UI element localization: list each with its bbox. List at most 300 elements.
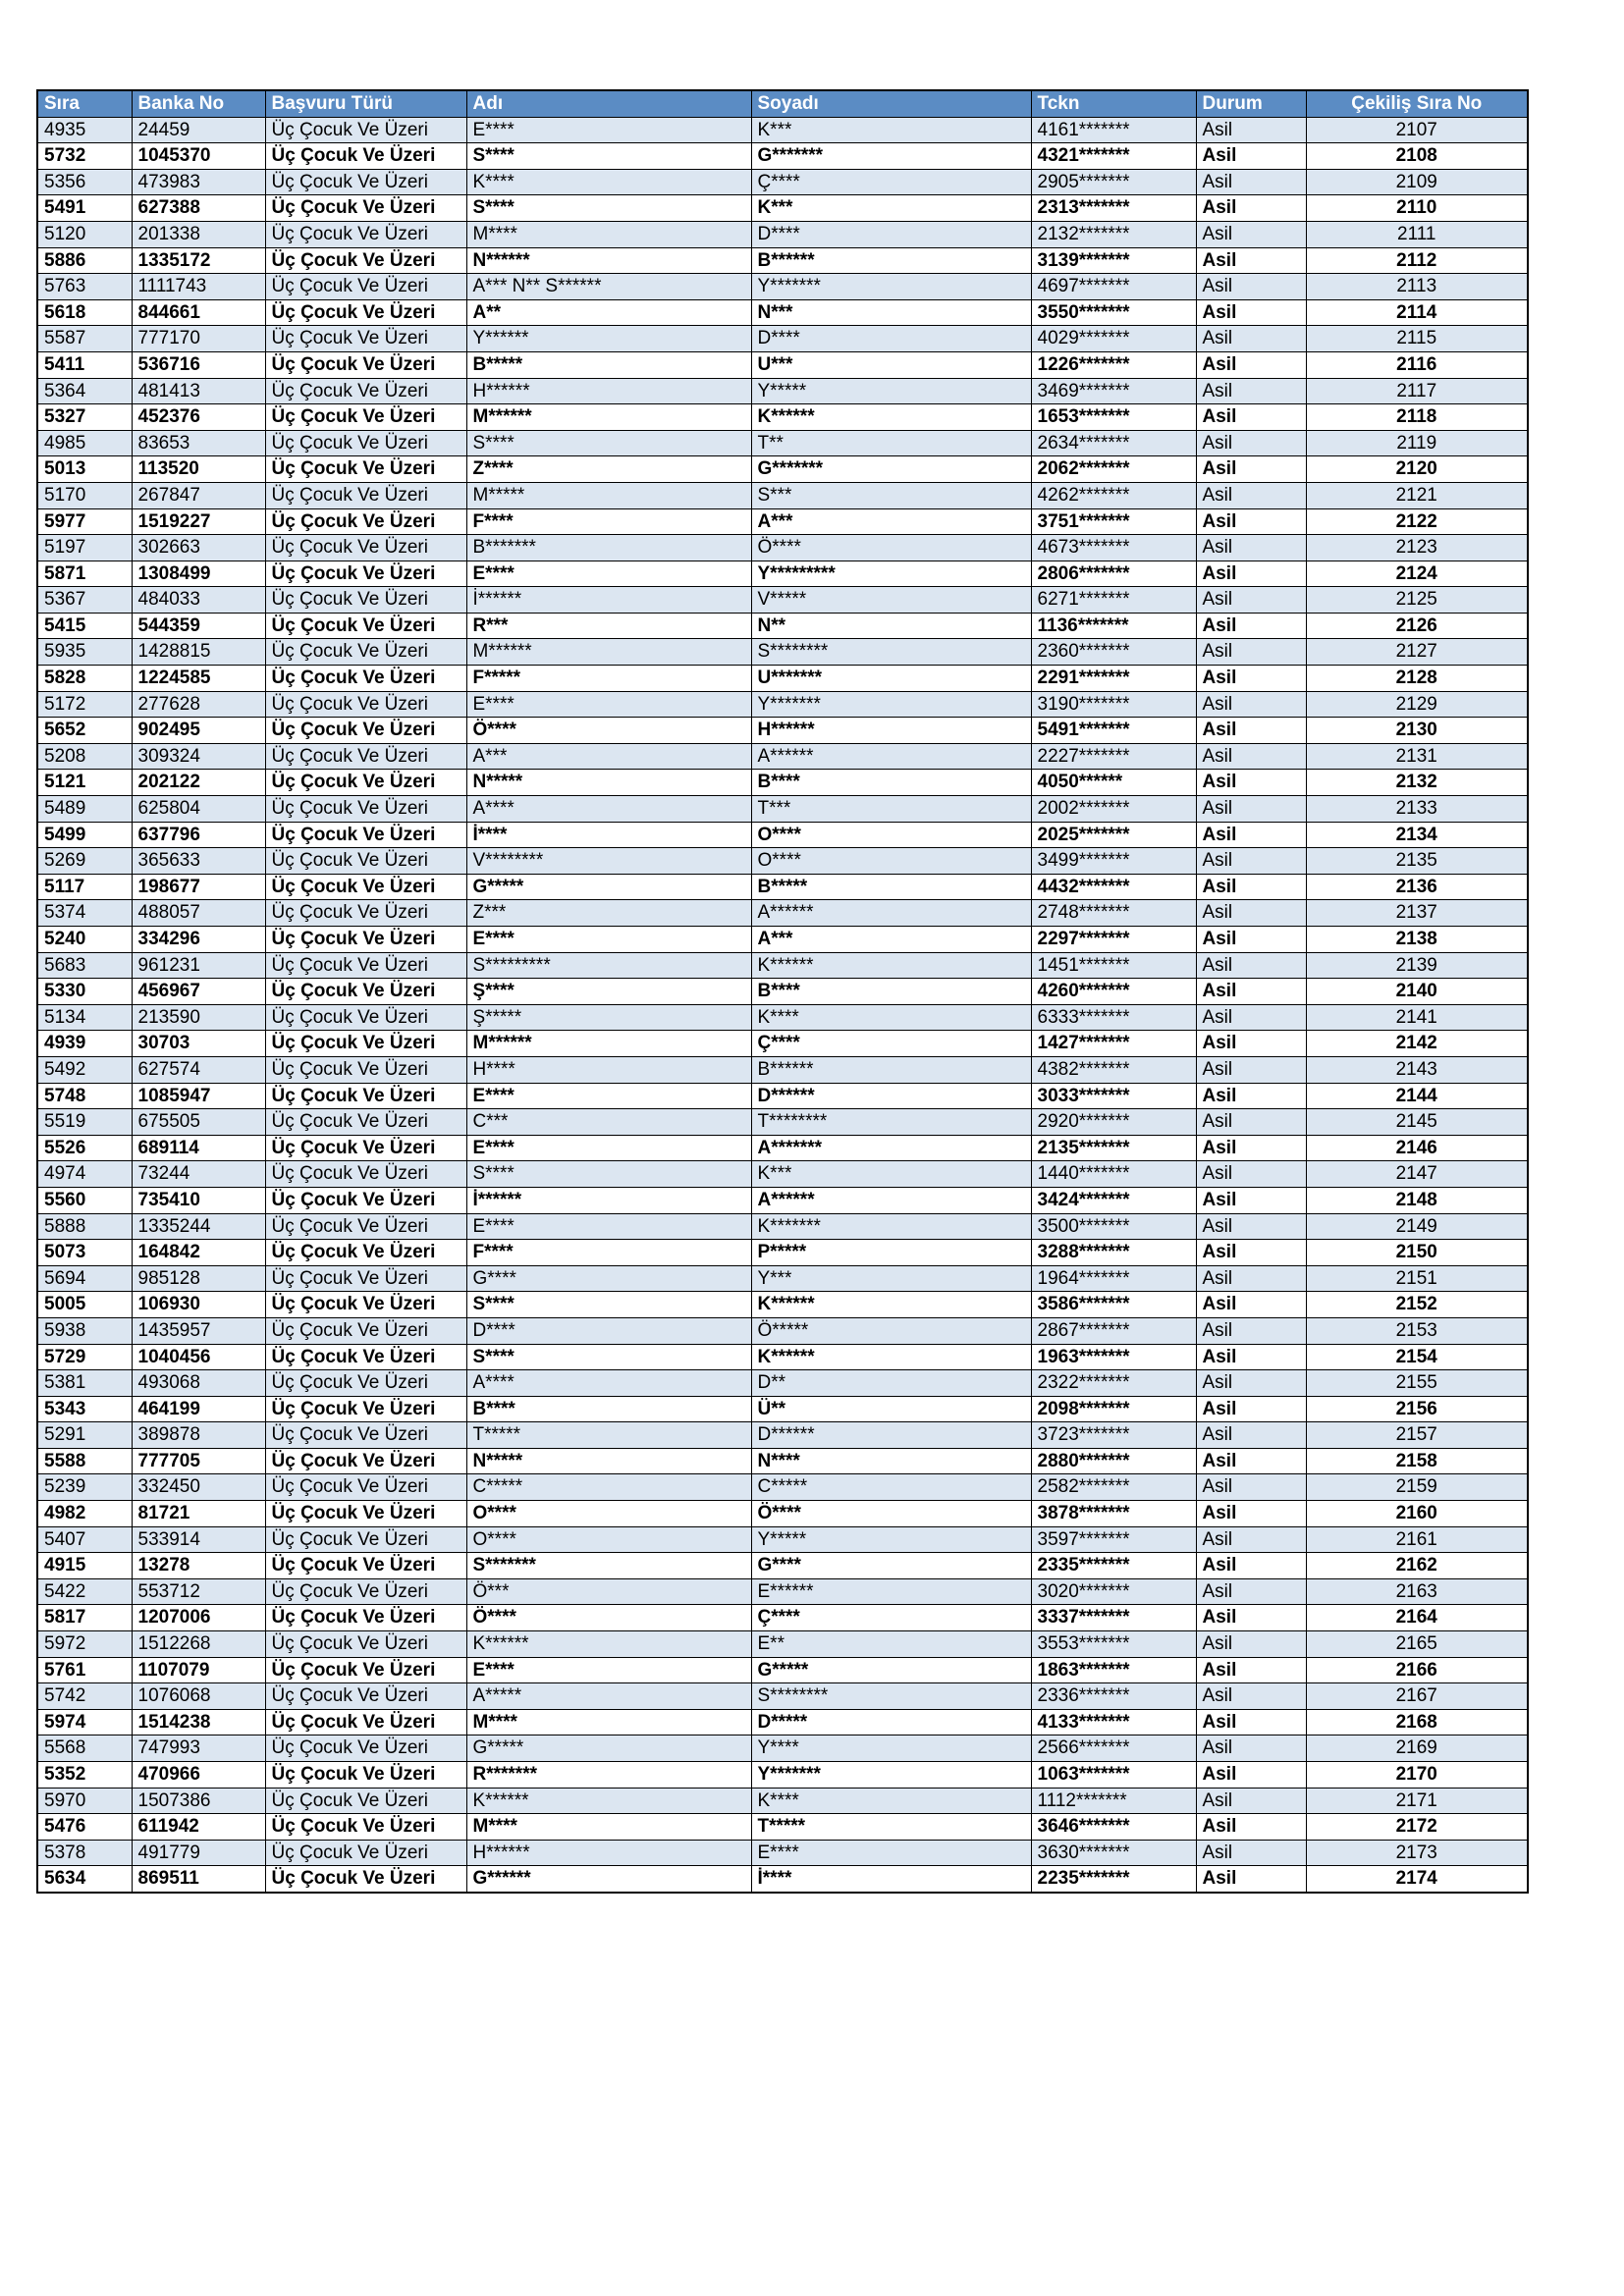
cell-tckn: 1112******* xyxy=(1031,1788,1196,1814)
cell-durum: Asil xyxy=(1196,1657,1306,1683)
cell-adi: K****** xyxy=(466,1788,751,1814)
cell-adi: C*** xyxy=(466,1109,751,1136)
cell-tckn: 3630******* xyxy=(1031,1840,1196,1866)
cell-basvuru: Üç Çocuk Ve Üzeri xyxy=(265,1213,466,1240)
cell-basvuru: Üç Çocuk Ve Üzeri xyxy=(265,508,466,535)
cell-sira: 5411 xyxy=(37,351,132,378)
column-header-basvuru-turu: Başvuru Türü xyxy=(265,90,466,117)
cell-basvuru: Üç Çocuk Ve Üzeri xyxy=(265,1344,466,1370)
cell-durum: Asil xyxy=(1196,1501,1306,1527)
cell-soyadi: T******** xyxy=(751,1109,1031,1136)
cell-sira: 4982 xyxy=(37,1501,132,1527)
cell-soyadi: K****** xyxy=(751,1292,1031,1318)
cell-cekilis: 2109 xyxy=(1306,169,1528,195)
cell-banka: 553712 xyxy=(132,1578,265,1605)
cell-durum: Asil xyxy=(1196,1187,1306,1213)
cell-durum: Asil xyxy=(1196,1240,1306,1266)
cell-sira: 5134 xyxy=(37,1004,132,1031)
cell-adi: H**** xyxy=(466,1056,751,1083)
cell-basvuru: Üç Çocuk Ve Üzeri xyxy=(265,482,466,508)
cell-cekilis: 2153 xyxy=(1306,1317,1528,1344)
cell-sira: 5356 xyxy=(37,169,132,195)
cell-durum: Asil xyxy=(1196,900,1306,927)
cell-soyadi: K****** xyxy=(751,404,1031,431)
cell-durum: Asil xyxy=(1196,1578,1306,1605)
cell-sira: 5729 xyxy=(37,1344,132,1370)
cell-sira: 5343 xyxy=(37,1396,132,1422)
cell-basvuru: Üç Çocuk Ve Üzeri xyxy=(265,613,466,639)
table-row xyxy=(37,1161,1528,1188)
cell-sira: 5828 xyxy=(37,666,132,692)
cell-soyadi: A****** xyxy=(751,1187,1031,1213)
cell-adi: G**** xyxy=(466,1265,751,1292)
cell-tckn: 3033******* xyxy=(1031,1083,1196,1109)
cell-durum: Asil xyxy=(1196,1840,1306,1866)
cell-soyadi: N**** xyxy=(751,1448,1031,1474)
cell-durum: Asil xyxy=(1196,691,1306,718)
cell-durum: Asil xyxy=(1196,718,1306,744)
cell-cekilis: 2133 xyxy=(1306,796,1528,823)
cell-banka: 844661 xyxy=(132,299,265,326)
cell-durum: Asil xyxy=(1196,952,1306,979)
cell-durum: Asil xyxy=(1196,561,1306,587)
cell-banka: 1335172 xyxy=(132,247,265,274)
cell-tckn: 3020******* xyxy=(1031,1578,1196,1605)
cell-tckn: 1451******* xyxy=(1031,952,1196,979)
cell-basvuru: Üç Çocuk Ve Üzeri xyxy=(265,1292,466,1318)
cell-adi: İ**** xyxy=(466,822,751,848)
cell-sira: 5763 xyxy=(37,274,132,300)
cell-tckn: 3550******* xyxy=(1031,299,1196,326)
cell-tckn: 2880******* xyxy=(1031,1448,1196,1474)
cell-soyadi: T*** xyxy=(751,796,1031,823)
cell-durum: Asil xyxy=(1196,195,1306,222)
cell-cekilis: 2124 xyxy=(1306,561,1528,587)
cell-sira: 4974 xyxy=(37,1161,132,1188)
table-row xyxy=(37,326,1528,352)
cell-soyadi: K****** xyxy=(751,1344,1031,1370)
cell-soyadi: S*** xyxy=(751,482,1031,508)
cell-adi: K****** xyxy=(466,1631,751,1658)
cell-sira: 5005 xyxy=(37,1292,132,1318)
cell-durum: Asil xyxy=(1196,1866,1306,1893)
cell-tckn: 2336******* xyxy=(1031,1683,1196,1710)
cell-cekilis: 2154 xyxy=(1306,1344,1528,1370)
cell-basvuru: Üç Çocuk Ve Üzeri xyxy=(265,1553,466,1579)
table-row xyxy=(37,561,1528,587)
cell-basvuru: Üç Çocuk Ve Üzeri xyxy=(265,1135,466,1161)
column-header-soyadi: Soyadı xyxy=(751,90,1031,117)
cell-tckn: 3424******* xyxy=(1031,1187,1196,1213)
cell-tckn: 3499******* xyxy=(1031,848,1196,875)
cell-cekilis: 2170 xyxy=(1306,1762,1528,1789)
cell-tckn: 2920******* xyxy=(1031,1109,1196,1136)
table-row xyxy=(37,1187,1528,1213)
table-row xyxy=(37,508,1528,535)
cell-basvuru: Üç Çocuk Ve Üzeri xyxy=(265,874,466,900)
cell-durum: Asil xyxy=(1196,1213,1306,1240)
cell-durum: Asil xyxy=(1196,1317,1306,1344)
cell-banka: 334296 xyxy=(132,927,265,953)
cell-sira: 5269 xyxy=(37,848,132,875)
cell-adi: Ö**** xyxy=(466,1605,751,1631)
cell-durum: Asil xyxy=(1196,979,1306,1005)
cell-banka: 1512268 xyxy=(132,1631,265,1658)
cell-banka: 747993 xyxy=(132,1735,265,1762)
cell-banka: 1335244 xyxy=(132,1213,265,1240)
cell-tckn: 2291******* xyxy=(1031,666,1196,692)
table-row xyxy=(37,299,1528,326)
cell-soyadi: Y******* xyxy=(751,274,1031,300)
cell-banka: 302663 xyxy=(132,535,265,561)
cell-adi: A**** xyxy=(466,796,751,823)
cell-basvuru: Üç Çocuk Ve Üzeri xyxy=(265,195,466,222)
cell-tckn: 3337******* xyxy=(1031,1605,1196,1631)
cell-banka: 735410 xyxy=(132,1187,265,1213)
cell-cekilis: 2142 xyxy=(1306,1031,1528,1057)
cell-banka: 73244 xyxy=(132,1161,265,1188)
cell-adi: G***** xyxy=(466,874,751,900)
cell-sira: 5291 xyxy=(37,1422,132,1449)
cell-banka: 13278 xyxy=(132,1553,265,1579)
cell-cekilis: 2119 xyxy=(1306,430,1528,456)
cell-cekilis: 2118 xyxy=(1306,404,1528,431)
cell-basvuru: Üç Çocuk Ve Üzeri xyxy=(265,221,466,247)
cell-adi: S********* xyxy=(466,952,751,979)
cell-basvuru: Üç Çocuk Ve Üzeri xyxy=(265,1083,466,1109)
cell-cekilis: 2121 xyxy=(1306,482,1528,508)
cell-soyadi: O**** xyxy=(751,822,1031,848)
cell-adi: S**** xyxy=(466,1292,751,1318)
cell-tckn: 3139******* xyxy=(1031,247,1196,274)
cell-adi: M**** xyxy=(466,1814,751,1841)
cell-sira: 4915 xyxy=(37,1553,132,1579)
cell-soyadi: Y***** xyxy=(751,378,1031,404)
cell-sira: 5761 xyxy=(37,1657,132,1683)
cell-soyadi: U******* xyxy=(751,666,1031,692)
cell-cekilis: 2167 xyxy=(1306,1683,1528,1710)
table-row xyxy=(37,1396,1528,1422)
cell-soyadi: U*** xyxy=(751,351,1031,378)
cell-soyadi: Ç**** xyxy=(751,1605,1031,1631)
cell-soyadi: A*** xyxy=(751,927,1031,953)
cell-soyadi: D**** xyxy=(751,221,1031,247)
table-row xyxy=(37,1814,1528,1841)
table-row xyxy=(37,666,1528,692)
cell-cekilis: 2135 xyxy=(1306,848,1528,875)
table-row xyxy=(37,1292,1528,1318)
cell-banka: 456967 xyxy=(132,979,265,1005)
cell-adi: M**** xyxy=(466,221,751,247)
cell-cekilis: 2165 xyxy=(1306,1631,1528,1658)
table-row xyxy=(37,639,1528,666)
cell-basvuru: Üç Çocuk Ve Üzeri xyxy=(265,274,466,300)
cell-banka: 452376 xyxy=(132,404,265,431)
table-row xyxy=(37,1448,1528,1474)
cell-tckn: 2322******* xyxy=(1031,1370,1196,1397)
column-header-sira: Sıra xyxy=(37,90,132,117)
cell-banka: 202122 xyxy=(132,770,265,796)
cell-sira: 5732 xyxy=(37,143,132,170)
cell-cekilis: 2132 xyxy=(1306,770,1528,796)
cell-sira: 5972 xyxy=(37,1631,132,1658)
cell-cekilis: 2117 xyxy=(1306,378,1528,404)
table-body xyxy=(37,117,1528,1893)
cell-soyadi: A******* xyxy=(751,1135,1031,1161)
cell-banka: 985128 xyxy=(132,1265,265,1292)
cell-sira: 5407 xyxy=(37,1526,132,1553)
cell-cekilis: 2131 xyxy=(1306,743,1528,770)
cell-soyadi: K**** xyxy=(751,1004,1031,1031)
cell-durum: Asil xyxy=(1196,1083,1306,1109)
cell-sira: 5652 xyxy=(37,718,132,744)
table-row xyxy=(37,587,1528,614)
cell-adi: G****** xyxy=(466,1866,751,1893)
cell-cekilis: 2134 xyxy=(1306,822,1528,848)
cell-cekilis: 2143 xyxy=(1306,1056,1528,1083)
cell-tckn: 1440******* xyxy=(1031,1161,1196,1188)
cell-sira: 5519 xyxy=(37,1109,132,1136)
cell-basvuru: Üç Çocuk Ve Üzeri xyxy=(265,1031,466,1057)
table-row xyxy=(37,718,1528,744)
cell-basvuru: Üç Çocuk Ve Üzeri xyxy=(265,351,466,378)
cell-banka: 473983 xyxy=(132,169,265,195)
cell-tckn: 1427******* xyxy=(1031,1031,1196,1057)
cell-soyadi: S******** xyxy=(751,639,1031,666)
cell-adi: Ö*** xyxy=(466,1578,751,1605)
table-row xyxy=(37,874,1528,900)
cell-sira: 5239 xyxy=(37,1474,132,1501)
cell-banka: 470966 xyxy=(132,1762,265,1789)
cell-basvuru: Üç Çocuk Ve Üzeri xyxy=(265,691,466,718)
cell-banka: 1076068 xyxy=(132,1683,265,1710)
table-row xyxy=(37,1735,1528,1762)
cell-basvuru: Üç Çocuk Ve Üzeri xyxy=(265,535,466,561)
cell-banka: 637796 xyxy=(132,822,265,848)
cell-banka: 1107079 xyxy=(132,1657,265,1683)
cell-tckn: 6333******* xyxy=(1031,1004,1196,1031)
cell-basvuru: Üç Çocuk Ve Üzeri xyxy=(265,143,466,170)
cell-adi: M***** xyxy=(466,482,751,508)
cell-cekilis: 2160 xyxy=(1306,1501,1528,1527)
table-row xyxy=(37,1631,1528,1658)
cell-soyadi: A****** xyxy=(751,743,1031,770)
cell-soyadi: K*** xyxy=(751,1161,1031,1188)
cell-soyadi: Ç**** xyxy=(751,169,1031,195)
cell-basvuru: Üç Çocuk Ve Üzeri xyxy=(265,1317,466,1344)
cell-durum: Asil xyxy=(1196,874,1306,900)
cell-durum: Asil xyxy=(1196,1448,1306,1474)
cell-adi: E**** xyxy=(466,927,751,953)
cell-durum: Asil xyxy=(1196,299,1306,326)
cell-basvuru: Üç Çocuk Ve Üzeri xyxy=(265,1605,466,1631)
cell-banka: 113520 xyxy=(132,456,265,483)
cell-durum: Asil xyxy=(1196,326,1306,352)
cell-tckn: 4432******* xyxy=(1031,874,1196,900)
cell-sira: 5208 xyxy=(37,743,132,770)
cell-basvuru: Üç Çocuk Ve Üzeri xyxy=(265,1422,466,1449)
cell-banka: 1207006 xyxy=(132,1605,265,1631)
cell-basvuru: Üç Çocuk Ve Üzeri xyxy=(265,404,466,431)
cell-adi: D**** xyxy=(466,1317,751,1344)
cell-cekilis: 2169 xyxy=(1306,1735,1528,1762)
cell-soyadi: D***** xyxy=(751,1709,1031,1735)
cell-adi: T***** xyxy=(466,1422,751,1449)
cell-adi: C***** xyxy=(466,1474,751,1501)
cell-sira: 4935 xyxy=(37,117,132,143)
cell-adi: S**** xyxy=(466,430,751,456)
cell-durum: Asil xyxy=(1196,613,1306,639)
cell-basvuru: Üç Çocuk Ve Üzeri xyxy=(265,639,466,666)
cell-durum: Asil xyxy=(1196,587,1306,614)
cell-banka: 627388 xyxy=(132,195,265,222)
cell-banka: 81721 xyxy=(132,1501,265,1527)
cell-adi: E**** xyxy=(466,1213,751,1240)
cell-sira: 5117 xyxy=(37,874,132,900)
cell-tckn: 2025******* xyxy=(1031,822,1196,848)
cell-basvuru: Üç Çocuk Ve Üzeri xyxy=(265,378,466,404)
cell-cekilis: 2164 xyxy=(1306,1605,1528,1631)
cell-basvuru: Üç Çocuk Ve Üzeri xyxy=(265,1187,466,1213)
cell-tckn: 2566******* xyxy=(1031,1735,1196,1762)
cell-durum: Asil xyxy=(1196,796,1306,823)
cell-soyadi: S******** xyxy=(751,1683,1031,1710)
cell-cekilis: 2172 xyxy=(1306,1814,1528,1841)
cell-durum: Asil xyxy=(1196,143,1306,170)
cell-banka: 30703 xyxy=(132,1031,265,1057)
cell-durum: Asil xyxy=(1196,1031,1306,1057)
cell-soyadi: E****** xyxy=(751,1578,1031,1605)
cell-sira: 5634 xyxy=(37,1866,132,1893)
cell-cekilis: 2159 xyxy=(1306,1474,1528,1501)
cell-tckn: 2360******* xyxy=(1031,639,1196,666)
cell-durum: Asil xyxy=(1196,770,1306,796)
table-row xyxy=(37,743,1528,770)
cell-sira: 5977 xyxy=(37,508,132,535)
cell-tckn: 4382******* xyxy=(1031,1056,1196,1083)
cell-adi: F***** xyxy=(466,666,751,692)
table-row xyxy=(37,247,1528,274)
cell-soyadi: B****** xyxy=(751,1056,1031,1083)
cell-sira: 5499 xyxy=(37,822,132,848)
cell-durum: Asil xyxy=(1196,927,1306,953)
cell-banka: 1507386 xyxy=(132,1788,265,1814)
table-row xyxy=(37,927,1528,953)
cell-sira: 5476 xyxy=(37,1814,132,1841)
cell-basvuru: Üç Çocuk Ve Üzeri xyxy=(265,456,466,483)
cell-tckn: 3553******* xyxy=(1031,1631,1196,1658)
cell-sira: 5694 xyxy=(37,1265,132,1292)
cell-banka: 1224585 xyxy=(132,666,265,692)
cell-basvuru: Üç Çocuk Ve Üzeri xyxy=(265,1631,466,1658)
cell-banka: 1085947 xyxy=(132,1083,265,1109)
cell-adi: O**** xyxy=(466,1501,751,1527)
cell-durum: Asil xyxy=(1196,1004,1306,1031)
cell-cekilis: 2174 xyxy=(1306,1866,1528,1893)
table-row xyxy=(37,1474,1528,1501)
cell-basvuru: Üç Çocuk Ve Üzeri xyxy=(265,796,466,823)
cell-adi: N****** xyxy=(466,247,751,274)
cell-basvuru: Üç Çocuk Ve Üzeri xyxy=(265,169,466,195)
cell-cekilis: 2138 xyxy=(1306,927,1528,953)
cell-tckn: 3646******* xyxy=(1031,1814,1196,1841)
cell-banka: 24459 xyxy=(132,117,265,143)
table-row xyxy=(37,378,1528,404)
cell-tckn: 1863******* xyxy=(1031,1657,1196,1683)
cell-durum: Asil xyxy=(1196,351,1306,378)
cell-cekilis: 2163 xyxy=(1306,1578,1528,1605)
table-row xyxy=(37,195,1528,222)
cell-adi: H****** xyxy=(466,378,751,404)
cell-soyadi: G******* xyxy=(751,456,1031,483)
cell-tckn: 2132******* xyxy=(1031,221,1196,247)
cell-soyadi: K*** xyxy=(751,195,1031,222)
table-row xyxy=(37,1762,1528,1789)
cell-adi: B***** xyxy=(466,351,751,378)
cell-sira: 5073 xyxy=(37,1240,132,1266)
table-row xyxy=(37,691,1528,718)
cell-basvuru: Üç Çocuk Ve Üzeri xyxy=(265,822,466,848)
cell-tckn: 3751******* xyxy=(1031,508,1196,535)
cell-basvuru: Üç Çocuk Ve Üzeri xyxy=(265,900,466,927)
table-row xyxy=(37,169,1528,195)
cell-soyadi: C***** xyxy=(751,1474,1031,1501)
cell-banka: 544359 xyxy=(132,613,265,639)
cell-basvuru: Üç Çocuk Ve Üzeri xyxy=(265,1578,466,1605)
cell-sira: 5938 xyxy=(37,1317,132,1344)
cell-sira: 5888 xyxy=(37,1213,132,1240)
cell-banka: 536716 xyxy=(132,351,265,378)
cell-adi: E**** xyxy=(466,561,751,587)
table-row xyxy=(37,1709,1528,1735)
cell-durum: Asil xyxy=(1196,1762,1306,1789)
cell-adi: Ş**** xyxy=(466,979,751,1005)
table-row xyxy=(37,1657,1528,1683)
cell-soyadi: G***** xyxy=(751,1657,1031,1683)
cell-cekilis: 2139 xyxy=(1306,952,1528,979)
cell-cekilis: 2147 xyxy=(1306,1161,1528,1188)
cell-tckn: 2297******* xyxy=(1031,927,1196,953)
cell-durum: Asil xyxy=(1196,848,1306,875)
results-table xyxy=(36,89,1529,1894)
cell-banka: 689114 xyxy=(132,1135,265,1161)
table-row xyxy=(37,1866,1528,1893)
cell-basvuru: Üç Çocuk Ve Üzeri xyxy=(265,1004,466,1031)
table-row xyxy=(37,1031,1528,1057)
table-row xyxy=(37,1265,1528,1292)
cell-banka: 309324 xyxy=(132,743,265,770)
cell-durum: Asil xyxy=(1196,1292,1306,1318)
cell-tckn: 2098******* xyxy=(1031,1396,1196,1422)
cell-tckn: 2748******* xyxy=(1031,900,1196,927)
cell-sira: 5491 xyxy=(37,195,132,222)
cell-adi: N***** xyxy=(466,770,751,796)
cell-basvuru: Üç Çocuk Ve Üzeri xyxy=(265,1240,466,1266)
cell-soyadi: G******* xyxy=(751,143,1031,170)
cell-sira: 5886 xyxy=(37,247,132,274)
cell-durum: Asil xyxy=(1196,1109,1306,1136)
cell-adi: F**** xyxy=(466,1240,751,1266)
cell-banka: 675505 xyxy=(132,1109,265,1136)
table-row xyxy=(37,900,1528,927)
header-row xyxy=(37,90,1528,117)
cell-soyadi: D** xyxy=(751,1370,1031,1397)
table-row xyxy=(37,1109,1528,1136)
cell-adi: B**** xyxy=(466,1396,751,1422)
table-row xyxy=(37,221,1528,247)
cell-banka: 533914 xyxy=(132,1526,265,1553)
cell-soyadi: B***** xyxy=(751,874,1031,900)
